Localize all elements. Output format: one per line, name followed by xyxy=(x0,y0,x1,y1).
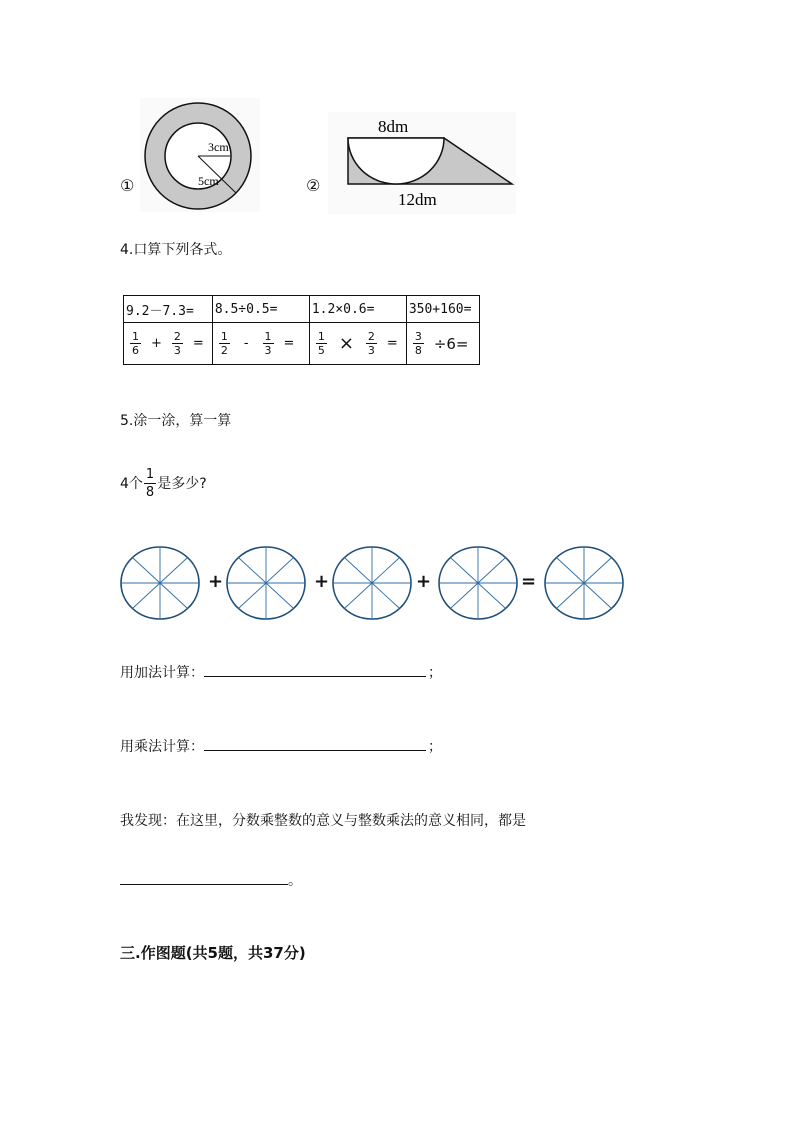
calc-cell: $\frac{3}{8}$ ÷6= xyxy=(406,323,479,365)
q4-title: 4.口算下列各式。 xyxy=(120,242,232,258)
addition-answer-blank[interactable] xyxy=(204,662,426,677)
table-row xyxy=(124,323,480,365)
multiplication-row xyxy=(120,736,442,756)
discovery-answer-blank[interactable] xyxy=(120,870,288,885)
fraction: $\frac{1}{2}$ xyxy=(220,330,228,357)
fraction: $\frac{2}{3}$ xyxy=(367,330,375,357)
plus-sign: + xyxy=(314,571,330,592)
calc-cell: 8.5÷0.5= xyxy=(212,296,309,323)
discovery-row xyxy=(120,870,302,890)
plus-sign: + xyxy=(208,571,224,592)
fraction: $\frac{1}{6}$ xyxy=(132,330,139,357)
circle-eighths[interactable] xyxy=(439,547,517,619)
end-mark: ； xyxy=(428,739,442,755)
ring-figure xyxy=(140,98,260,212)
calc-cell: $\frac{1}{2}$ - $\frac{1}{3}$ = xyxy=(212,323,309,365)
ring-inner-label: 3cm xyxy=(208,140,229,154)
ring-diagram xyxy=(140,98,260,212)
fraction: $\frac{2}{3}$ xyxy=(173,330,181,357)
calc-table-wrap xyxy=(123,295,480,365)
multiplication-label: 用乘法计算： xyxy=(120,739,204,755)
question-suffix: 是多少? xyxy=(157,475,207,492)
circle-eighths[interactable] xyxy=(227,547,305,619)
shape-marker: ② xyxy=(306,176,321,195)
table-row xyxy=(124,296,480,323)
ring-marker: ① xyxy=(120,176,135,195)
final-mark: 。 xyxy=(288,873,302,889)
circle-eighths[interactable] xyxy=(121,547,199,619)
calc-cell: $\frac{1}{5}$ × $\frac{2}{3}$ = xyxy=(309,323,406,365)
plus-sign: + xyxy=(416,571,432,592)
fraction-circles xyxy=(115,540,635,626)
shape-figure xyxy=(328,112,516,214)
section3-title: 三.作图题(共5题，共37分) xyxy=(120,944,306,962)
calc-cell: 9.2－7.3= xyxy=(124,296,213,323)
ring-outer-label: 5cm xyxy=(198,174,219,188)
circle-eighths[interactable] xyxy=(545,547,623,619)
fraction: $\frac{3}{8}$ xyxy=(414,330,422,357)
calc-cell: 1.2×0.6= xyxy=(309,296,406,323)
addition-row xyxy=(120,662,442,682)
multiplication-answer-blank[interactable] xyxy=(204,736,426,751)
q5-title: 5.涂一涂，算一算 xyxy=(120,413,232,429)
equals-sign: = xyxy=(521,571,537,592)
shape-top-label: 8dm xyxy=(378,117,409,136)
shape-bottom-label: 12dm xyxy=(398,190,437,209)
end-mark: ； xyxy=(428,665,442,681)
shape-diagram xyxy=(328,112,516,214)
addition-label: 用加法计算： xyxy=(120,665,204,681)
question-fraction: $\frac{1}{8}$ xyxy=(145,467,155,500)
fraction: $\frac{1}{5}$ xyxy=(317,330,325,357)
fraction: $\frac{1}{3}$ xyxy=(264,330,272,357)
calc-cell: 350+160= xyxy=(406,296,479,323)
question-prefix: 4个 xyxy=(120,475,143,492)
calc-table xyxy=(123,295,480,365)
calc-cell: $\frac{1}{6}$ + $\frac{2}{3}$ = xyxy=(124,323,213,365)
circle-eighths[interactable] xyxy=(333,547,411,619)
q5-question xyxy=(120,466,207,501)
discovery-text: 我发现：在这里，分数乘整数的意义与整数乘法的意义相同，都是 xyxy=(120,813,526,829)
